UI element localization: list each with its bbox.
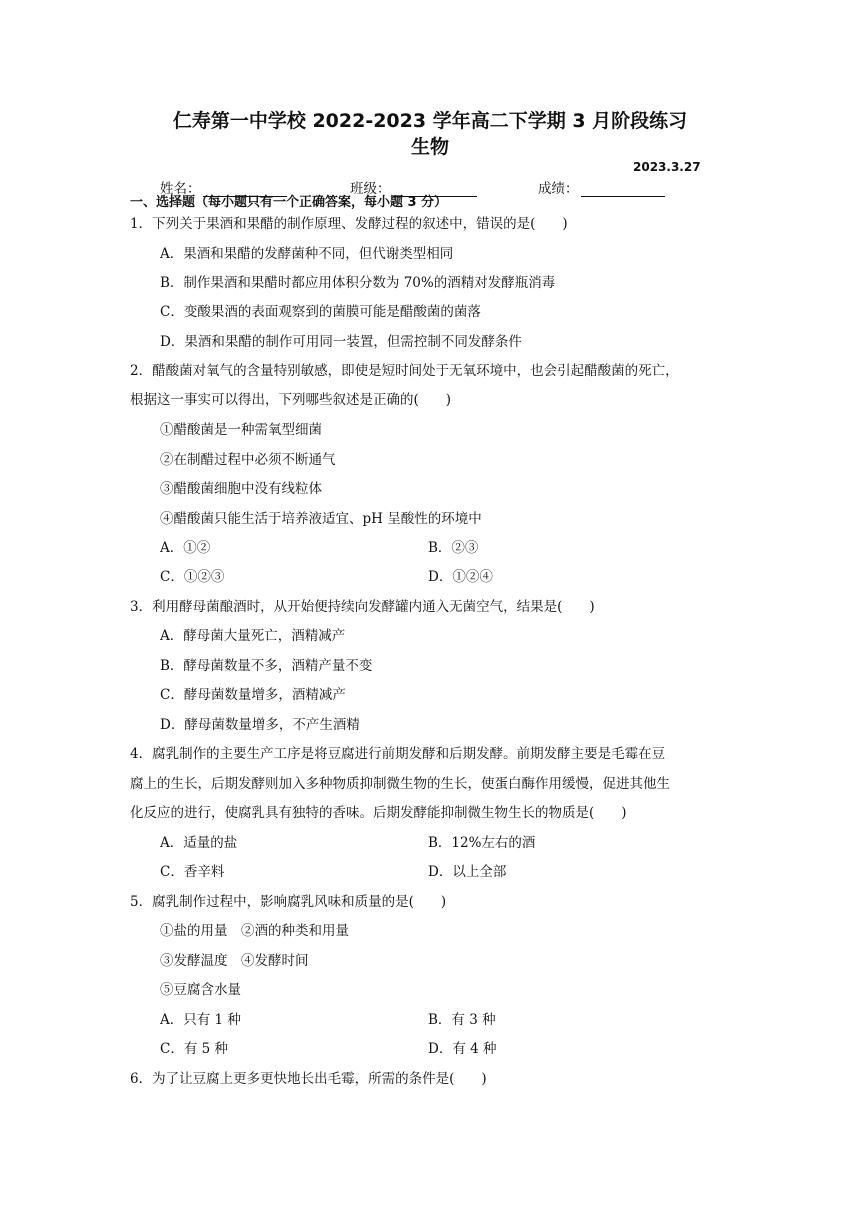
question-2-stem-line-2: 根据这一事实可以得出，下列哪些叙述是正确的( )	[130, 392, 452, 408]
question-4-stem-line-2: 腐上的生长，后期发酵则加入多种物质抑制微生物的生长，使蛋白酶作用缓慢，促进其他生	[130, 776, 670, 792]
question-2-stem-line-1: 2．醋酸菌对氧气的含量特别敏感，即使是短时间处于无氧环境中，也会引起醋酸菌的死亡，	[130, 363, 679, 379]
question-3-option-c: C．酵母菌数量增多，酒精减产	[160, 687, 346, 703]
question-5-stem: 5．腐乳制作过程中，影响腐乳风味和质量的是( )	[130, 894, 447, 910]
question-6-stem: 6．为了让豆腐上更多更快地长出毛霉，所需的条件是( )	[130, 1071, 487, 1087]
question-5-statement-3: ⑤豆腐含水量	[160, 982, 241, 998]
question-5-option-d: D．有 4 种	[428, 1041, 497, 1057]
exam-title: 仁寿第一中学校 2022-2023 学年高二下学期 3 月阶段练习	[172, 110, 688, 132]
question-2-option-d: D．①②④	[428, 569, 493, 585]
question-1-option-d: D．果酒和果醋的制作可用同一装置，但需控制不同发酵条件	[160, 334, 522, 350]
question-2-statement-2: ②在制醋过程中必须不断通气	[160, 452, 336, 468]
question-4-option-c: C．香辛料	[160, 864, 225, 880]
question-5-statement-1: ①盐的用量 ②酒的种类和用量	[160, 923, 349, 939]
question-2-option-b: B．②③	[428, 540, 479, 556]
question-3-stem: 3．利用酵母菌酿酒时，从开始便持续向发酵罐内通入无菌空气，结果是( )	[130, 599, 595, 615]
question-1-stem: 1．下列关于果酒和果醋的制作原理、发酵过程的叙述中，错误的是( )	[130, 216, 568, 232]
question-4-option-a: A．适量的盐	[160, 835, 238, 851]
score-label: 成绩：	[538, 181, 579, 197]
question-5-statement-2: ③发酵温度 ④发酵时间	[160, 953, 309, 969]
score-blank	[581, 182, 665, 197]
name-label: 姓名：	[160, 181, 201, 197]
class-label: 班级：	[350, 181, 391, 197]
exam-subject: 生物	[410, 136, 449, 158]
question-5-option-a: A．只有 1 种	[160, 1012, 241, 1028]
question-3-option-a: A．酵母菌大量死亡，酒精减产	[160, 628, 346, 644]
question-3-option-b: B．酵母菌数量不多，酒精产量不变	[160, 658, 373, 674]
score-field	[538, 177, 665, 197]
question-1-option-a: A．果酒和果醋的发酵菌种不同，但代谢类型相同	[160, 246, 454, 262]
question-4-option-d: D．以上全部	[428, 864, 507, 880]
section-heading: 一、选择题（每小题只有一个正确答案，每小题 3 分）	[130, 195, 448, 210]
question-4-option-b: B．12%左右的酒	[428, 835, 536, 851]
question-2-statement-3: ③醋酸菌细胞中没有线粒体	[160, 481, 322, 497]
question-1-option-b: B．制作果酒和果醋时都应用体积分数为 70%的酒精对发酵瓶消毒	[160, 275, 556, 291]
question-4-stem-line-3: 化反应的进行，使腐乳具有独特的香味。后期发酵能抑制微生物生长的物质是( )	[130, 805, 627, 821]
question-5-option-c: C．有 5 种	[160, 1041, 229, 1057]
exam-date: 2023.3.27	[633, 160, 701, 174]
question-2-option-c: C．①②③	[160, 569, 225, 585]
question-1-option-c: C．变酸果酒的表面观察到的菌膜可能是醋酸菌的菌落	[160, 304, 481, 320]
question-2-option-a: A．①②	[160, 540, 211, 556]
question-2-statement-4: ④醋酸菌只能生活于培养液适宜、pH 呈酸性的环境中	[160, 511, 482, 527]
question-5-option-b: B．有 3 种	[428, 1012, 496, 1028]
question-4-stem-line-1: 4．腐乳制作的主要生产工序是将豆腐进行前期发酵和后期发酵。前期发酵主要是毛霉在豆	[130, 746, 666, 762]
question-3-option-d: D．酵母菌数量增多，不产生酒精	[160, 717, 360, 733]
question-2-statement-1: ①醋酸菌是一种需氧型细菌	[160, 422, 322, 438]
